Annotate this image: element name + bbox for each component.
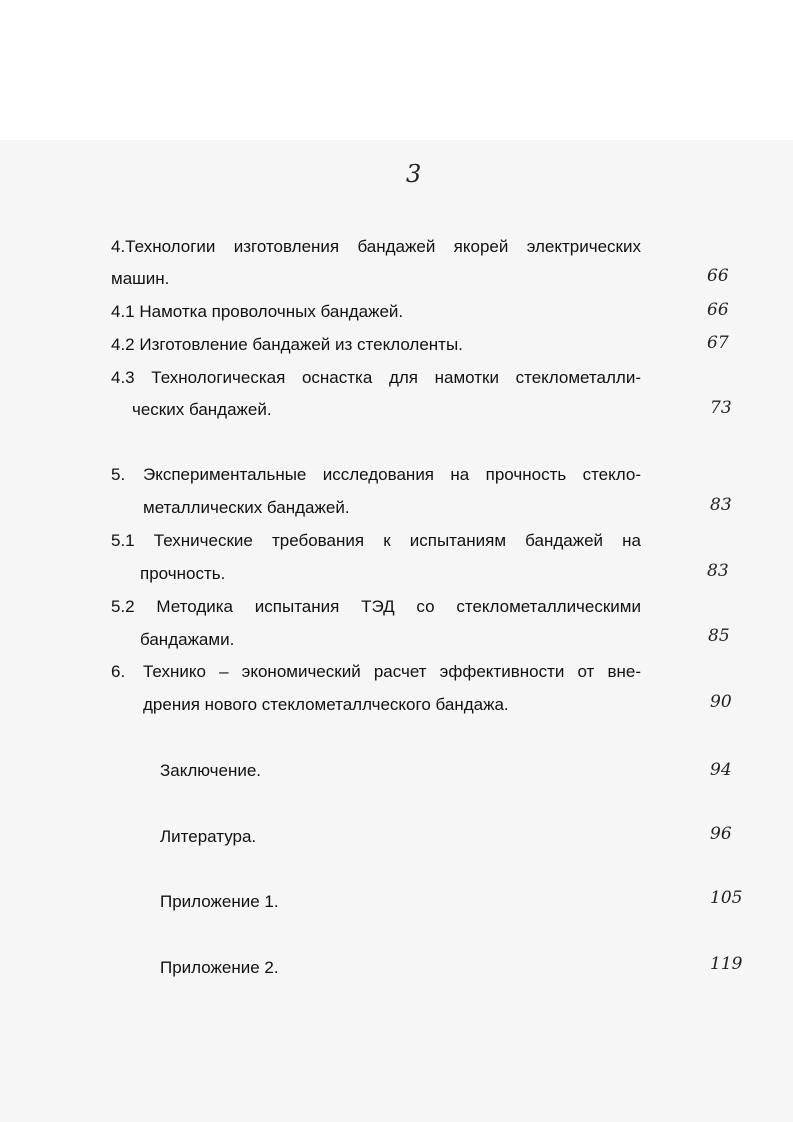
toc-page-4-1: 66: [707, 300, 729, 320]
toc-entry-5-1-line2: прочность.: [140, 564, 226, 583]
toc-page-literature: 96: [710, 824, 732, 844]
toc-page-5: 83: [710, 495, 732, 515]
toc-page-conclusion: 94: [710, 760, 732, 780]
toc-entry-4-line1: 4.Технологии изготовления бандажей якорей электрических: [111, 237, 641, 256]
toc-entry-6-line2: дрения нового стеклометаллческого бандажа.: [143, 695, 509, 714]
toc-entry-4-line2: машин.: [111, 269, 170, 288]
toc-entry-4-3-line2: ческих бандажей.: [132, 400, 272, 419]
page-number: 3: [406, 160, 422, 188]
toc-entry-6-line1: Технико – экономический расчет эффективности от вне-: [143, 662, 641, 681]
toc-entry-4-1: 4.1 Намотка проволочных бандажей.: [111, 302, 404, 321]
toc-entry-5-1-line1: 5.1 Технические требования к испытаниям бандажей на: [111, 531, 641, 550]
toc-page-4-2: 67: [707, 333, 729, 353]
toc-page-6: 90: [710, 692, 732, 712]
toc-page-5-1: 83: [707, 561, 729, 581]
toc-page-appendix-2: 119: [710, 954, 743, 974]
toc-entry-4-3-line1: 4.3 Технологическая оснастка для намотки стеклометалли-: [111, 368, 641, 387]
toc-page-5-2: 85: [708, 626, 730, 646]
toc-page-4-3: 73: [710, 398, 732, 418]
toc-entry-5-2-line2: бандажами.: [140, 630, 235, 649]
toc-entry-5-line1: Экспериментальные исследования на прочность стекло-: [143, 465, 641, 484]
toc-entry-appendix-1: Приложение 1.: [160, 892, 279, 911]
toc-entry-6-number: 6.: [111, 662, 126, 681]
toc-entry-5-2-line1: 5.2 Методика испытания ТЭД со стеклометаллическими: [111, 597, 641, 616]
toc-entry-appendix-2: Приложение 2.: [160, 958, 279, 977]
toc-page-appendix-1: 105: [710, 888, 743, 908]
toc-entry-4-2: 4.2 Изготовление бандажей из стеклоленты.: [111, 335, 463, 354]
toc-entry-5-number: 5.: [111, 465, 126, 484]
toc-entry-5-line2: металлических бандажей.: [143, 498, 350, 517]
toc-entry-conclusion: Заключение.: [160, 761, 262, 780]
toc-entry-literature: Литература.: [160, 827, 257, 846]
toc-page-4: 66: [707, 266, 729, 286]
